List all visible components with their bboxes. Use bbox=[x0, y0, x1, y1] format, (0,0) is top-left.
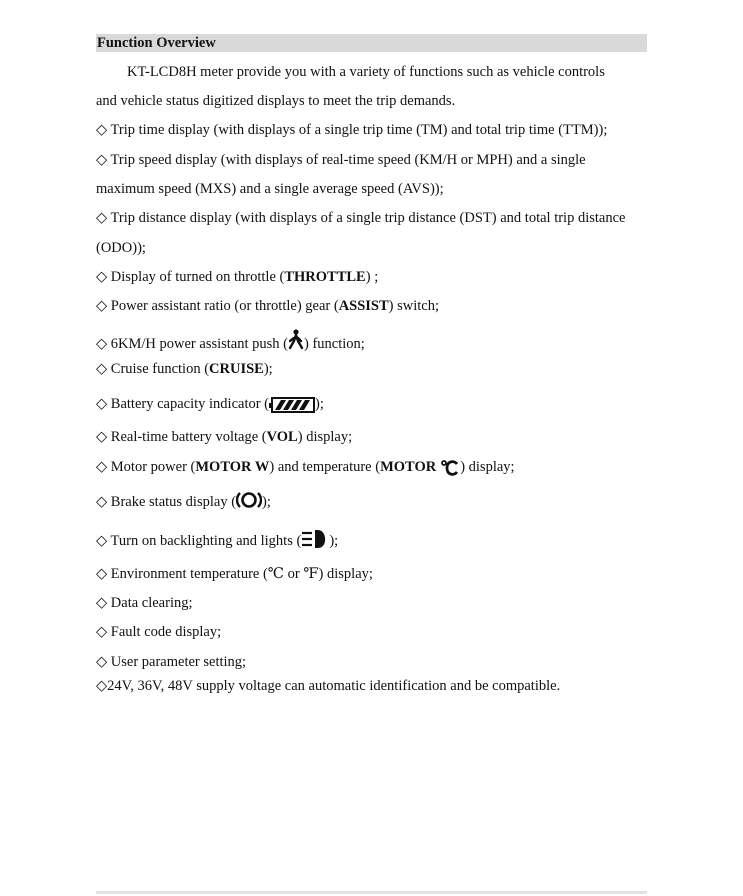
celsius-icon bbox=[438, 460, 460, 476]
section-heading: Function Overview bbox=[96, 34, 647, 52]
bullet: ◇ bbox=[96, 298, 108, 314]
item-text: ); bbox=[262, 494, 271, 510]
bullet: ◇ bbox=[96, 533, 108, 549]
list-item-data-clear bbox=[96, 594, 193, 612]
item-text: Environment temperature (℃ or ℉) display; bbox=[110, 566, 373, 582]
item-text: ) display; bbox=[460, 459, 515, 475]
list-item-push bbox=[96, 335, 365, 353]
item-text: Data clearing; bbox=[110, 595, 193, 611]
item-bold-text: MOTOR W bbox=[195, 459, 270, 475]
bullet: ◇ bbox=[96, 654, 108, 670]
list-item-env-temp bbox=[96, 565, 373, 583]
bullet: ◇ bbox=[96, 678, 108, 694]
item-text: User parameter setting; bbox=[110, 654, 247, 670]
list-item-trip-distance bbox=[96, 209, 625, 227]
bullet: ◇ bbox=[96, 152, 108, 168]
headlight-icon bbox=[301, 529, 329, 549]
item-text: ) and temperature ( bbox=[269, 459, 381, 475]
item-text: ) function; bbox=[304, 336, 365, 352]
list-item-supply bbox=[96, 677, 560, 695]
list-item-brake bbox=[96, 493, 271, 511]
list-item-trip-speed bbox=[96, 151, 586, 169]
intro-line-2: and vehicle status digitized displays to meet the trip demands. bbox=[96, 93, 456, 109]
item-text: Power assistant ratio (or throttle) gear ( bbox=[110, 298, 339, 314]
item-text: ); bbox=[263, 361, 273, 377]
bullet: ◇ bbox=[96, 210, 108, 226]
item-text: Trip distance display (with displays of a single trip distance (DST) and total trip distance bbox=[110, 210, 626, 226]
bullet: ◇ bbox=[96, 429, 108, 445]
item-text: ); bbox=[329, 533, 339, 549]
list-item-trip-distance-cont: (ODO)); bbox=[96, 240, 146, 256]
list-item-voltage bbox=[96, 428, 352, 446]
list-item-motor bbox=[96, 458, 515, 476]
item-bold-text: VOL bbox=[266, 429, 298, 445]
intro-line-1: KT-LCD8H meter provide you with a variety of functions such as vehicle controls bbox=[127, 64, 605, 80]
item-text: Battery capacity indicator ( bbox=[110, 396, 269, 412]
bullet: ◇ bbox=[96, 336, 108, 352]
item-text: 6KM/H power assistant push ( bbox=[110, 336, 288, 352]
bullet: ◇ bbox=[96, 122, 108, 138]
footer-divider bbox=[96, 891, 647, 894]
list-item-lights bbox=[96, 532, 338, 550]
item-text: ); bbox=[315, 396, 324, 412]
item-text: Trip time display (with displays of a single trip time (TM) and total trip time (TTM)); bbox=[110, 122, 608, 138]
bullet: ◇ bbox=[96, 566, 108, 582]
item-text: Brake status display ( bbox=[110, 494, 237, 510]
battery-full-icon bbox=[269, 397, 315, 413]
bullet: ◇ bbox=[96, 459, 108, 475]
item-text: ) display; bbox=[297, 429, 353, 445]
item-text: Cruise function ( bbox=[110, 361, 210, 377]
item-text: Fault code display; bbox=[110, 624, 222, 640]
bullet: ◇ bbox=[96, 624, 108, 640]
list-item-battery bbox=[96, 395, 324, 413]
item-bold-text: THROTTLE bbox=[284, 269, 366, 285]
item-text: ) ; bbox=[365, 269, 379, 285]
item-text: ) switch; bbox=[388, 298, 440, 314]
item-text: Motor power ( bbox=[110, 459, 196, 475]
list-item-trip-speed-cont: maximum speed (MXS) and a single average speed (AVS)); bbox=[96, 181, 444, 197]
bullet: ◇ bbox=[96, 396, 108, 412]
item-text: 24V, 36V, 48V supply voltage can automatic identification and be compatible. bbox=[107, 678, 561, 694]
item-bold-text: CRUISE bbox=[209, 361, 264, 377]
item-text: Real-time battery voltage ( bbox=[110, 429, 267, 445]
item-text: Trip speed display (with displays of real-time speed (KM/H or MPH) and a single bbox=[110, 152, 586, 168]
list-item-assist bbox=[96, 297, 439, 315]
bullet: ◇ bbox=[96, 269, 108, 285]
brake-icon bbox=[236, 490, 262, 510]
bullet: ◇ bbox=[96, 595, 108, 611]
list-item-trip-time bbox=[96, 121, 607, 139]
list-item-fault bbox=[96, 623, 221, 641]
walk-assist-icon bbox=[288, 329, 304, 353]
item-bold-text: MOTOR bbox=[380, 459, 437, 475]
item-bold-text: ASSIST bbox=[338, 298, 389, 314]
list-item-throttle bbox=[96, 268, 378, 286]
item-text: Turn on backlighting and lights ( bbox=[110, 533, 302, 549]
bullet: ◇ bbox=[96, 361, 108, 377]
bullet: ◇ bbox=[96, 494, 108, 510]
list-item-cruise bbox=[96, 360, 273, 378]
item-text: Display of turned on throttle ( bbox=[110, 269, 285, 285]
list-item-user-param bbox=[96, 653, 246, 671]
